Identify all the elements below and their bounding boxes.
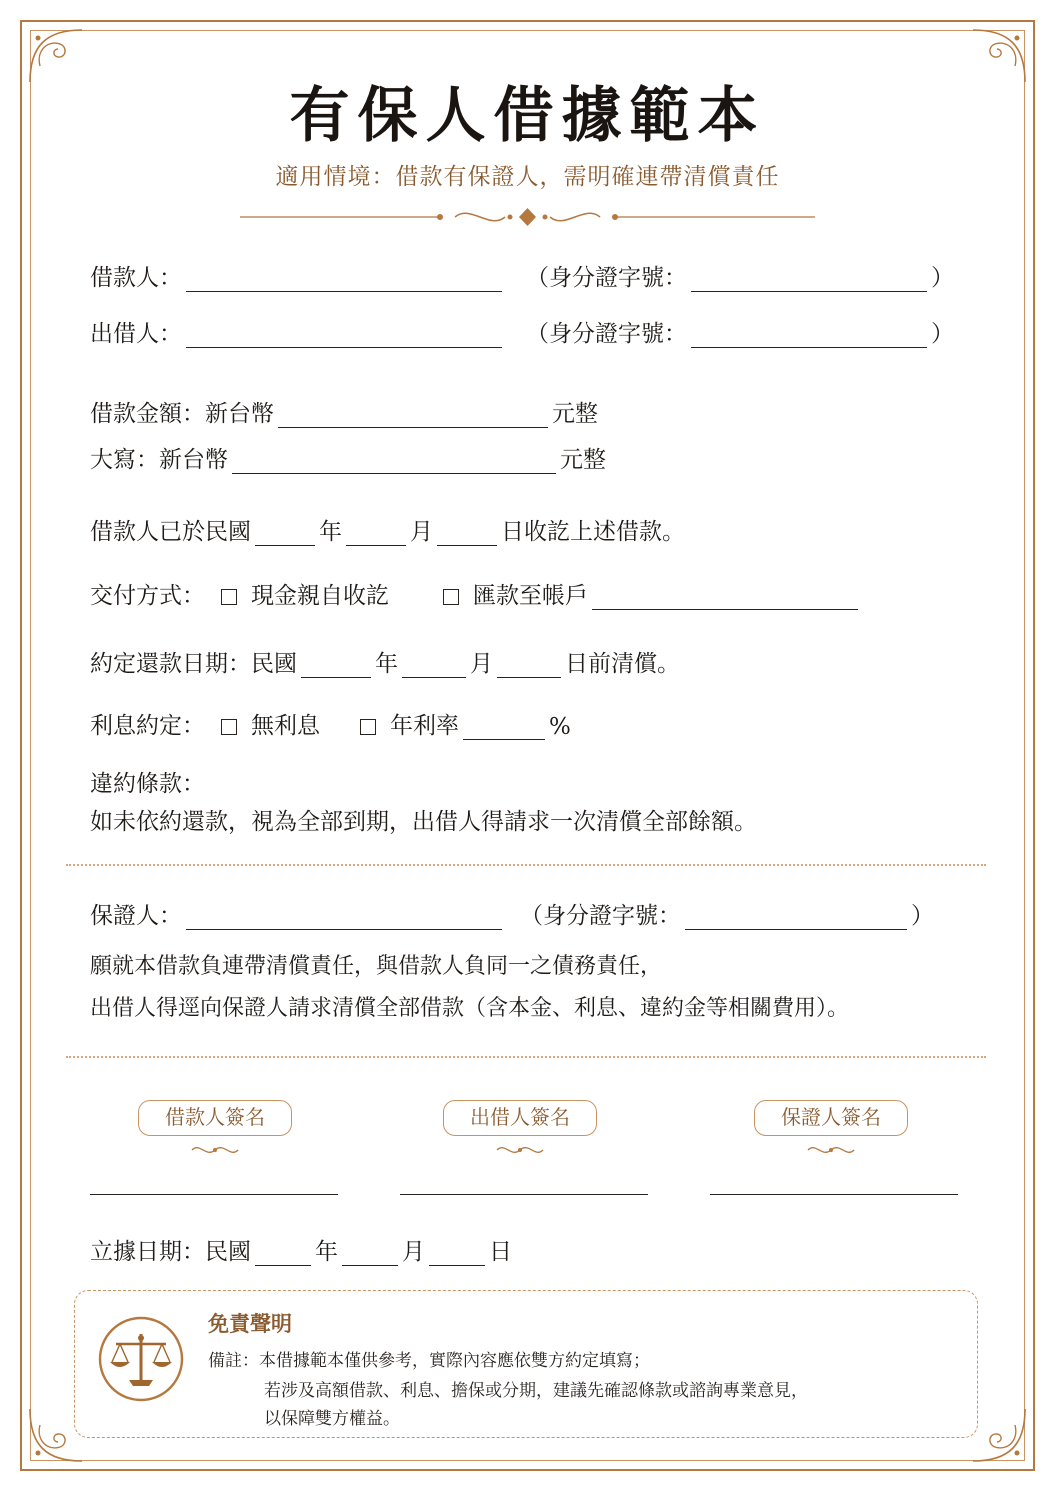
no-interest-label: 無利息	[251, 713, 320, 739]
amount-capital-label: 大寫：新台幣	[90, 447, 228, 473]
flourish-icon	[804, 1142, 858, 1158]
date-day-field[interactable]	[429, 1239, 485, 1266]
interest-rate-field[interactable]	[463, 713, 545, 740]
transfer-option-label: 匯款至帳戶	[473, 583, 588, 609]
section-divider	[66, 864, 986, 866]
repayment-year-field[interactable]	[301, 651, 371, 678]
date-row	[90, 1232, 512, 1266]
corner-ornament-icon	[969, 1405, 1029, 1465]
interest-rate-label: 年利率	[390, 713, 459, 739]
guarantor-row	[90, 896, 934, 930]
receipt-day-field[interactable]	[437, 519, 497, 546]
amount-capital-unit: 元整	[560, 447, 606, 473]
section-divider	[66, 1056, 986, 1058]
amount-row	[90, 394, 598, 428]
interest-rate-checkbox[interactable]	[360, 719, 376, 735]
flourish-icon	[493, 1142, 547, 1158]
receipt-year-label: 年	[319, 519, 342, 545]
amount-capital-field[interactable]	[232, 447, 556, 474]
guarantor-signature-field[interactable]	[710, 1194, 958, 1195]
cash-option-label: 現金親自收訖	[251, 583, 389, 609]
repayment-month-field[interactable]	[402, 651, 466, 678]
guarantor-label: 保證人：	[90, 903, 182, 929]
date-year-label: 年	[315, 1239, 338, 1265]
guarantor-text-2: 出借人得逕向保證人請求清償全部借款（含本金、利息、違約金等相關費用）。	[90, 996, 850, 1021]
no-interest-checkbox[interactable]	[221, 719, 237, 735]
disclaimer-line-2: 若涉及高額借款、利息、擔保或分期，建議先確認條款或諮詢專業意見，	[264, 1381, 808, 1401]
repayment-month-label: 月	[470, 651, 493, 677]
lender-id-field[interactable]	[691, 321, 927, 348]
guarantor-signature-label: 保證人簽名	[754, 1100, 908, 1136]
receipt-row	[90, 512, 685, 546]
breach-label: 違約條款：	[90, 771, 205, 797]
cash-checkbox[interactable]	[221, 589, 237, 605]
transfer-checkbox[interactable]	[443, 589, 459, 605]
lender-signature-label: 出借人簽名	[443, 1100, 597, 1136]
receipt-month-label: 月	[410, 519, 433, 545]
close-paren: ）	[931, 321, 954, 347]
percent-sign: %	[549, 714, 571, 740]
disclaimer-line-3: 以保障雙方權益。	[264, 1409, 400, 1429]
payment-label: 交付方式：	[90, 583, 205, 609]
disclaimer-title: 免責聲明	[208, 1311, 292, 1336]
borrower-id-field[interactable]	[691, 265, 927, 292]
payment-row	[90, 576, 862, 610]
guarantor-text-row-1	[90, 946, 662, 980]
guarantor-id-label: （身分證字號：	[520, 903, 681, 929]
page-subtitle: 適用情境：借款有保證人，需明確連帶清償責任	[275, 164, 780, 190]
breach-text: 如未依約還款，視為全部到期，出借人得請求一次清償全部餘額。	[90, 809, 757, 835]
scales-of-justice-icon	[96, 1314, 186, 1404]
date-month-label: 月	[402, 1239, 425, 1265]
borrower-name-field[interactable]	[186, 265, 502, 292]
receipt-year-field[interactable]	[255, 519, 315, 546]
lender-signature-field[interactable]	[400, 1194, 648, 1195]
borrower-signature-field[interactable]	[90, 1194, 338, 1195]
close-paren: ）	[911, 903, 934, 929]
repayment-day-field[interactable]	[497, 651, 561, 678]
transfer-account-field[interactable]	[592, 583, 858, 610]
close-paren: ）	[931, 265, 954, 291]
repayment-year-label: 年	[375, 651, 398, 677]
page-title: 有保人借據範本	[289, 81, 766, 151]
lender-label: 出借人：	[90, 321, 182, 347]
interest-row	[90, 706, 571, 740]
lender-row	[90, 314, 954, 348]
interest-label: 利息約定：	[90, 713, 205, 739]
date-day-label: 日	[489, 1239, 512, 1265]
borrower-row	[90, 258, 954, 292]
borrower-label: 借款人：	[90, 265, 182, 291]
lender-name-field[interactable]	[186, 321, 502, 348]
date-prefix: 立據日期：民國	[90, 1239, 251, 1265]
breach-label-row	[90, 764, 205, 798]
repayment-prefix: 約定還款日期：民國	[90, 651, 297, 677]
borrower-signature-label: 借款人簽名	[138, 1100, 292, 1136]
amount-capital-row	[90, 440, 606, 474]
divider-ornament-icon	[240, 202, 815, 232]
disclaimer-line-1: 備註：本借據範本僅供參考，實際內容應依雙方約定填寫；	[208, 1351, 650, 1371]
amount-label: 借款金額：新台幣	[90, 401, 274, 427]
lender-id-label: （身分證字號：	[526, 321, 687, 347]
amount-unit: 元整	[552, 401, 598, 427]
repayment-suffix: 日前清償。	[565, 651, 680, 677]
date-month-field[interactable]	[342, 1239, 398, 1266]
guarantor-text-row-2	[90, 988, 849, 1022]
guarantor-name-field[interactable]	[186, 903, 502, 930]
receipt-suffix: 日收訖上述借款。	[501, 519, 685, 545]
breach-text-row	[90, 802, 757, 836]
amount-field[interactable]	[278, 401, 548, 428]
borrower-id-label: （身分證字號：	[526, 265, 687, 291]
receipt-prefix: 借款人已於民國	[90, 519, 251, 545]
date-year-field[interactable]	[255, 1239, 311, 1266]
receipt-month-field[interactable]	[346, 519, 406, 546]
guarantor-id-field[interactable]	[685, 903, 907, 930]
repayment-row	[90, 644, 680, 678]
guarantor-text-1: 願就本借款負連帶清償責任，與借款人負同一之債務責任，	[90, 954, 663, 979]
flourish-icon	[188, 1142, 242, 1158]
